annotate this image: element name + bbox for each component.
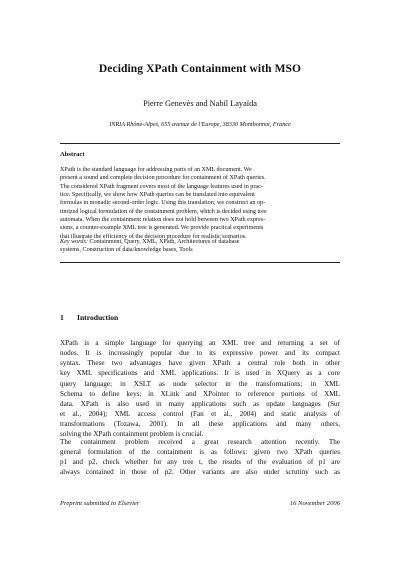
paragraph-line: data. XPath is also used in many applications such as update languages (Sur <box>60 399 340 408</box>
intro-paragraph-1 <box>60 338 340 440</box>
keywords <box>60 238 340 255</box>
paragraph-line: The containment problem received a great research attention recently. The <box>60 438 340 446</box>
abstract-line: present a sound and complete decision procedure for containment of XPath queries. <box>60 175 266 182</box>
abstract-top-rule <box>60 143 340 144</box>
paragraph-line: query language; in XSLT as node selector in the transformations; in XML <box>60 379 340 388</box>
paragraph-line: transformations (Tozawa, 2001). In all these applications and many others, <box>60 420 340 429</box>
abstract-line: that illustrate the efficiency of the decision procedure for realistic scenarios. <box>60 233 247 240</box>
abstract-heading: Abstract <box>60 151 85 158</box>
footer-submission-note: Preprint submitted to Elsevier <box>60 500 140 507</box>
paragraph-line: general formulation of the containment is as follows: given two XPath queries <box>60 448 340 457</box>
paragraph-line: syntax. These two advantages have given XPath a central role both in other <box>60 359 340 368</box>
keywords-line: systems, Construction of data/knowledge bases, Tools <box>60 247 193 254</box>
paragraph-line: key XML specifications and XML applications. It is used in XQuery as a core <box>60 369 340 378</box>
section-title: Introduction <box>77 313 119 322</box>
author-affiliation: INRIA Rhône-Alpes, 655 avenue de l'Europe, 38330 Montbonnot, France <box>109 121 291 128</box>
footer-date: 16 November 2006 <box>289 500 340 507</box>
paragraph-line: p1 and p2, check whether for any tree t, the results of the evaluation of p1 are <box>60 458 340 467</box>
paragraph-line: XPath is a simple language for querying an XML tree and returning a set of <box>60 339 340 347</box>
paper-title: Deciding XPath Containment with MSO <box>98 63 302 75</box>
paragraph-line: always contained in those of p2. Other variants are also under scrutiny such as <box>60 468 340 477</box>
page-footer <box>60 500 340 507</box>
abstract-line: formulas in monadic second-order logic. Using this translation, we construct an op- <box>60 200 266 207</box>
keywords-label: Key words: <box>60 239 88 245</box>
paragraph-line: et al., 2004); XML access control (Fan et al., 2004) and static analysis of <box>60 410 340 419</box>
abstract-line: automata. When the containment relation does not hold between two XPath expres- <box>60 217 266 224</box>
paragraph-line: solving the XPath containment problem is crucial. <box>60 430 204 439</box>
abstract-line: The considered XPath fragment covers most of the language features used in prac- <box>60 183 263 190</box>
abstract-line: sions, a counter-example XML tree is generated. We provide practical experiments <box>60 225 264 232</box>
paragraph-line: nodes. It is increasingly popular due to its expressive power and its compact <box>60 349 340 358</box>
section-heading <box>60 313 118 322</box>
section-number: 1 <box>60 313 64 322</box>
abstract-line: timized logical formulation of the containment problem, which is decided using tree <box>60 208 267 215</box>
abstract-bottom-rule <box>60 262 340 263</box>
abstract-line: XPath is the standard language for addressing parts of an XML document. We <box>60 167 252 173</box>
intro-paragraph-2 <box>60 437 340 478</box>
paper-authors: Pierre Genevès and Nabil Layaïda <box>143 99 257 108</box>
abstract-line: tice. Specifically, we show how XPath queries can be translated into equivalent <box>60 192 255 199</box>
keywords-line <box>60 238 340 246</box>
abstract-body <box>60 166 340 241</box>
paragraph-line: Schema to define keys; in XLink and XPointer to reference portions of XML <box>60 389 340 398</box>
keywords-text: Containment, Query, XML, XPath, Architectures of database <box>89 239 240 245</box>
